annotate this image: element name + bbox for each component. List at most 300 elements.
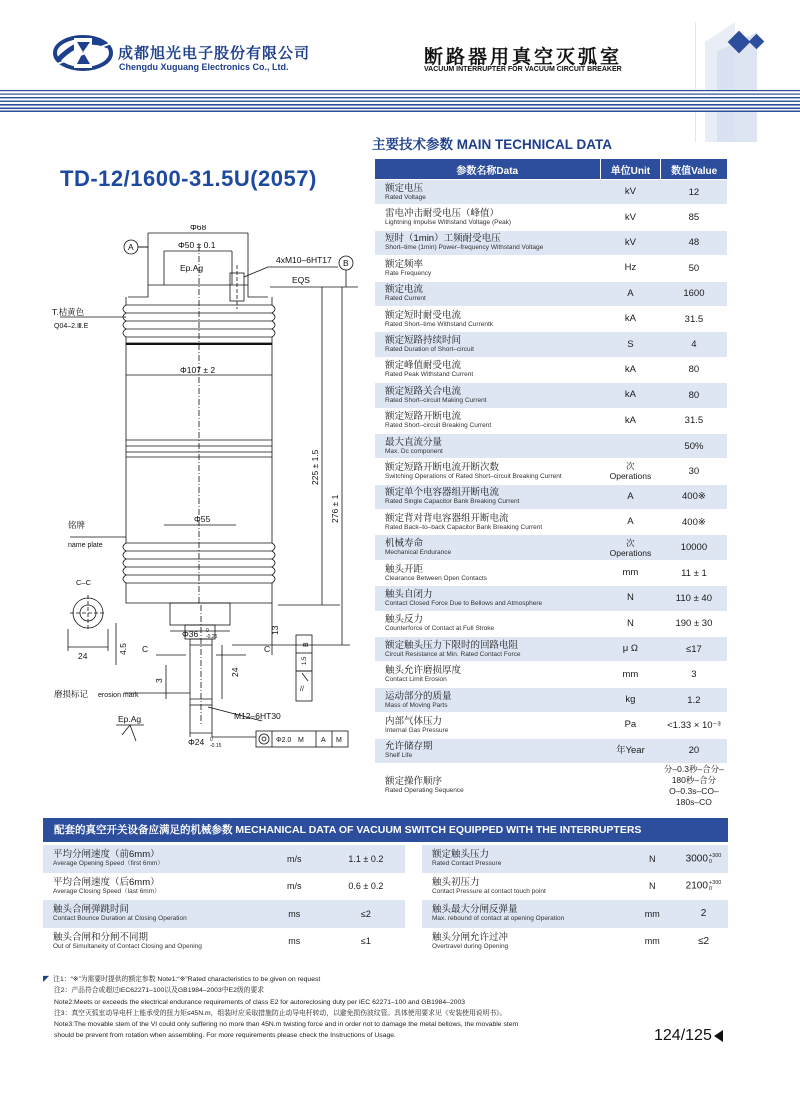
tech-unit-text: A [627,516,634,528]
tech-cell-unit [600,433,661,458]
tech-value-text: 48 [688,237,700,249]
tech-row [375,357,727,382]
mech-right-cn: 触头初压力 [431,876,480,888]
tech-name-en: Rated Short–time Withstand Currentk [385,320,494,328]
page-arrow-icon [714,1030,723,1042]
mech-left-name [43,928,261,956]
tech-cell-name [375,687,600,712]
tech-value-text: 31.5 [684,415,704,427]
mech-right-cn: 触头最大分闸反弹量 [431,904,518,916]
tech-row [375,230,727,255]
drawing-dim-d55: Φ55 [194,514,211,524]
tech-unit-text: Pa [624,719,637,731]
mech-left-value: 1.1 ± 0.2 [327,845,404,873]
tech-name-cn: 额定电流 [385,284,424,296]
tech-cell-value [661,484,727,509]
mech-right-name [422,845,626,873]
tech-cell-value [661,180,727,205]
mech-left-unit: ms [261,900,327,928]
tech-cell-value [661,687,727,712]
tech-cell-value [661,230,727,255]
tech-cell-name [375,408,600,433]
tech-unit-text: 次 [626,461,635,472]
tech-cell-value [661,256,727,281]
drawing-ep-ag-top: Ep.Ag [180,263,204,273]
tech-value-text: 50 [688,262,700,274]
tech-value-text: 4 [691,339,697,351]
tech-cell-name [375,484,600,509]
tech-row [375,281,727,306]
drawing-dim-3: 3 [154,678,164,683]
mech-right-en: Max. rebound of contact at opening Operation [431,915,565,923]
tech-unit-text: kV [624,186,636,198]
tech-name-en: Switching Operations of Rated Short–circuit Breaking Current [385,472,562,480]
tech-row [375,205,727,230]
tech-name-en: Rated Single Capacitor Bank Breaking Current [385,498,520,506]
tech-name-en: Rate Frequency [385,269,432,277]
tech-value-text: 分–0.3秒–合分–180秒–合分 [663,763,724,785]
tech-value-text: 80 [688,364,700,376]
company-name-en: Chengdu Xuguang Electronics Co., Ltd. [119,62,289,72]
tech-cell-name [375,637,600,662]
drawing-nameplate-en: name plate [68,542,103,549]
drawing-ref-a: A [128,242,134,252]
drawing-dim-13: 13 [270,625,280,635]
tech-cell-unit [600,535,661,560]
tech-row [375,586,727,611]
tech-name-cn: 额定触头压力下限时的回路电阻 [385,639,519,651]
tech-row [375,484,727,509]
tech-name-cn: 额定单个电容器组开断电流 [385,487,500,499]
note-text: Note3:The movable stem of the VI could only suffering no more than 45N.m twisting force and in order not to damage the metal bellows, the movable stem [54,1021,519,1029]
tech-value-text: 80 [688,389,700,401]
drawing-dim-h276: 276 ± 1 [330,494,340,523]
tech-unit-text: μ Ω [622,643,639,655]
tech-cell-value [661,408,727,433]
tech-unit-text: N [626,617,634,629]
tech-cell-name [375,611,600,636]
tech-name-cn: 机械寿命 [385,538,424,550]
tech-value-text: 1.2 [687,694,701,706]
mech-right-en: Contact Pressure at contact touch point [431,887,546,895]
tech-name-cn: 额定背对背电容器组开断电流 [385,512,509,524]
tech-value-text: 50% [684,440,704,452]
tech-value-text: 12 [688,186,700,198]
tech-row [375,713,727,738]
mech-right-value [679,900,728,928]
tech-cell-unit [600,484,661,509]
drawing-dim-d24-bottom: Φ24 [188,737,205,747]
tech-name-en: Internal Gas Pressure [385,726,449,734]
tech-cell-unit [600,763,661,808]
tech-value-text: 30 [688,465,700,477]
tech-name-en: Contact Limit Erosion [385,676,447,684]
tech-row [375,256,727,281]
note-marker-icon: ◤ [43,974,50,983]
tech-row [375,332,727,357]
tech-unit-text: N [626,592,634,604]
tech-value-text: 400※ [682,491,706,503]
mech-left-en: Average Closing Speed（last 6mm） [53,887,161,895]
document-title-en: VACUUM INTERRUPTER FOR VACUUM CIRCUIT BREAKER [424,66,622,73]
tech-name-cn: 内部气体压力 [385,715,443,727]
mech-right-value-text: 2 [700,908,707,920]
tech-name-cn: 额定短时耐受电流 [385,309,462,321]
mech-row [43,845,728,873]
tech-name-en: Mechanical Endurance [385,549,452,557]
drawing-dim-4-5: 4.5 [118,643,128,655]
tech-name-en: Short–time (1min) Power–frequency Withstand Voltage [385,244,544,252]
tech-unit-text: kV [624,236,636,248]
mech-left-name [43,845,261,873]
tech-name-cn: 额定电压 [385,182,424,194]
tech-cell-value [661,662,727,687]
document-title-cn: 断路器用真空灭弧室 [424,47,623,68]
tech-value-text: ≤17 [686,643,702,655]
mech-left-cn: 平均分闸速度（前6mm） [53,849,160,861]
tech-cell-value [661,586,727,611]
page-number-text: 124/125 [654,1027,712,1044]
note-text: should be prevent from rotation when assembling. For more requirements please check the Instructions of Usage. [54,1032,396,1040]
drawing-c-left: C [142,644,149,654]
tech-row [375,180,727,205]
tech-name-en: Rated Short–circuit Breaking Current [385,422,492,430]
tech-cell-name [375,433,600,458]
tech-cell-unit [600,306,661,331]
tech-cell-value [661,611,727,636]
tech-name-cn: 额定峰值耐受电流 [385,360,462,372]
tech-cell-name [375,535,600,560]
tech-value-text: 11 ± 1 [681,567,707,579]
drawing-b-box: B [303,642,310,647]
tech-cell-value [661,332,727,357]
tech-row [375,306,727,331]
tech-name-en: Rated Short–circuit Making Current [385,396,487,404]
drawing-coax-a: A [321,737,326,744]
tech-value-text: 10000 [680,542,708,554]
tech-row [375,763,727,808]
mech-left-value: ≤1 [327,928,404,956]
drawing-thread-top: 4xM10–6HT17 [276,255,332,265]
note-text: 注2：产品符合或超过IEC62271–100以及GB1984–2003中E2级的要求 [54,987,265,995]
tech-name-en: Rated Operating Sequence [385,787,464,795]
tech-row [375,611,727,636]
tech-name-en: Rated Back–to–back Capacitor Bank Breaking Current [385,523,543,531]
drawing-section-cc: C–C [76,578,92,587]
mech-row [43,900,728,928]
tech-cell-unit [600,281,661,306]
mech-row [43,873,728,901]
drawing-dim-h225: 225 ± 1.5 [310,449,320,485]
tech-unit-text: 次 [626,537,635,548]
tech-header-data: 参数名称Data [375,159,600,180]
mech-gap [405,873,422,901]
tech-unit-text: kA [624,414,636,426]
tech-header-unit: 单位Unit [600,159,661,180]
tech-cell-value [661,763,727,808]
tech-row [375,459,727,484]
mech-gap [405,928,422,956]
tech-cell-unit [600,637,661,662]
tech-value-text: 85 [688,212,700,224]
notes [43,973,643,1042]
tech-cell-value [661,281,727,306]
drawing-coax-m2: M [336,737,342,744]
header-stripe [0,90,800,112]
tech-value-text: 1600 [683,288,705,300]
xuguang-logo-icon [50,30,116,76]
tech-cell-unit [600,560,661,585]
tech-row [375,408,727,433]
mech-left-cn: 平均合闸速度（后6mm） [53,876,160,888]
tech-row [375,662,727,687]
mech-right-unit: mm [626,900,679,928]
note-text: Note2:Meets or exceeds the electrical endurance requirements of class E2 for autoreclosing duty per IEC 62271–100 and GB1984–2003 [54,998,466,1006]
technical-data-table [375,159,727,808]
drawing-dim-d107: Φ107 ± 2 [180,365,216,375]
mech-tolerance-line: 0 [708,886,712,893]
tech-cell-unit [600,230,661,255]
note-line [43,985,643,996]
tech-cell-value [661,713,727,738]
tech-cell-unit [600,332,661,357]
tech-name-en: Max. Dc component [385,447,443,455]
mech-tolerance-line: +300 [708,852,722,859]
tech-unit-text: kg [625,694,636,705]
tech-cell-value [661,306,727,331]
tech-cell-name [375,662,600,687]
tech-cell-name [375,763,600,808]
tech-row [375,637,727,662]
drawing-t-color-cn: T.桔黄色 [52,307,85,317]
tech-row [375,738,727,763]
tech-unit-text: kV [624,211,636,223]
tech-unit-text: Operations [609,547,652,558]
mechanical-data-table [43,845,728,955]
tech-unit-text: A [627,490,634,502]
note-text: 注1：“※”为需要时提供的额定参数 Note1:“※”Rated characteristics to be given on request [53,976,321,983]
drawing-ep-ag-bottom: Ep.Ag [118,714,142,724]
tech-name-en: Rated Duration of Short–circuit [385,346,474,354]
tech-name-cn: 短时（1min）工频耐受电压 [385,233,501,245]
tech-row [375,383,727,408]
tech-cell-name [375,306,600,331]
page-number [654,1027,723,1045]
mech-right-tolerance [709,880,721,892]
drawing-coax-phi: Φ2.0 [276,737,292,744]
drawing-erosion-en: erosion mark [98,692,139,699]
drawing-erosion-cn: 磨损标记 [54,689,89,699]
tech-name-en: Circuit Resistance at Min. Rated Contact Force [385,650,521,658]
drawing-c-right: C [264,644,271,654]
mech-tolerance-line: 0 [708,858,712,865]
mech-left-name [43,873,261,901]
drawing-m12: M12–6HT30 [234,711,281,721]
tech-cell-unit [600,256,661,281]
tech-name-en: Rated Peak Withstand Current [385,371,474,379]
mech-left-cn: 触头合闸弹跳时间 [53,904,130,916]
tech-cell-name [375,205,600,230]
mech-right-unit: mm [626,928,679,956]
tech-unit-text: mm [622,668,639,680]
mech-right-name [422,873,626,901]
mech-right-en: Rated Contact Pressure [431,860,502,868]
mech-tolerance-line: +300 [708,880,722,887]
tech-cell-unit [600,383,661,408]
tech-value-text: 31.5 [684,313,704,325]
tech-name-cn: 最大直流分量 [385,436,443,448]
drawing-dim-d36-tol: 0 -0.25 [206,628,218,640]
tech-name-cn: 额定频率 [385,258,424,270]
mech-right-value-text: 2100 [685,880,708,892]
mech-left-unit: ms [261,928,327,956]
tech-name-cn: 触头反力 [385,614,424,626]
mech-right-value [679,873,728,901]
mech-gap [405,845,422,873]
mech-section-title: 配套的真空开关设备应满足的机械参数 MECHANICAL DATA OF VACUUM SWITCH EQUIPPED WITH THE INTERRUPTERS [43,818,728,842]
tech-cell-unit [600,611,661,636]
tech-cell-name [375,713,600,738]
drawing-dim-d24-bottom-tol: 0 -0.15 [210,737,222,749]
drawing-nameplate-cn: 铭牌 [68,520,86,530]
tech-value-text: 20 [688,745,700,757]
tech-name-cn: 运动部分的质量 [385,690,452,702]
tech-cell-name [375,510,600,535]
mech-right-value [679,845,728,873]
tech-cell-name [375,332,600,357]
tech-row [375,687,727,712]
mech-left-value: 0.6 ± 0.2 [327,873,404,901]
mech-right-unit: N [626,873,679,901]
tech-name-en: Counterforce of Contact at Full Stroke [385,625,495,633]
mech-gap [405,900,422,928]
tech-name-cn: 额定短路关合电流 [385,385,462,397]
note-line [43,1030,643,1041]
tech-cell-unit [600,459,661,484]
tech-name-en: Clearance Between Open Contacts [385,574,487,582]
drawing-parallel: // [300,686,304,693]
tech-row [375,535,727,560]
tech-cell-value [661,357,727,382]
tech-cell-name [375,383,600,408]
tech-name-en: Contact Closed Force Due to Bellows and Atmosphere [385,599,543,607]
mech-right-value [679,928,728,956]
tech-cell-unit [600,510,661,535]
drawing-t-code: Q04–2.Ⅲ.E [54,323,89,330]
mech-right-unit: N [626,845,679,873]
tech-value-text: <1.33 × 10⁻³ [667,719,721,731]
tech-cell-value [661,738,727,763]
technical-drawing [40,225,370,765]
tech-value-text: O–0.3s–CO–180s–CO [669,785,719,807]
note-line [43,1008,643,1019]
drawing-eqs: EQS [292,275,310,285]
mech-left-en: Average Opening Speed（first 6mm） [53,860,164,868]
tech-cell-value [661,205,727,230]
tech-unit-text: A [627,287,634,299]
mech-right-name [422,900,626,928]
tech-cell-name [375,281,600,306]
tech-cell-unit [600,713,661,738]
tech-row [375,560,727,585]
tech-cell-unit [600,662,661,687]
tech-cell-name [375,256,600,281]
tech-name-cn: 雷电冲击耐受电压（峰值） [385,208,500,220]
tech-cell-name [375,230,600,255]
tech-name-cn: 额定短路开断电流开断次数 [385,461,500,473]
tech-cell-name [375,180,600,205]
drawing-ref-b: B [343,258,349,268]
tech-section-title: 主要技术参数 MAIN TECHNICAL DATA [372,137,612,152]
tech-cell-value [661,510,727,535]
mech-left-cn: 触头合闸和分闸不同期 [53,931,149,943]
tech-cell-unit [600,738,661,763]
tech-value-text: 110 ± 40 [675,592,713,604]
tech-name-cn: 触头自闭力 [385,588,433,600]
tech-name-en: Mass of Moving Parts [385,701,448,709]
mech-right-name [422,928,626,956]
tech-row [375,433,727,458]
drawing-dim-d68: Φ68 [190,225,207,232]
tech-name-cn: 额定操作顺序 [385,776,443,788]
mech-right-cn: 触头分闸允许过冲 [431,931,508,943]
tech-unit-text: Operations [609,471,652,482]
mech-left-en: Out of Simultaneity of Contact Closing and Opening [53,942,202,950]
tech-cell-name [375,459,600,484]
mech-right-value-text: ≤2 [697,935,710,947]
mech-left-unit: m/s [261,873,327,901]
drawing-dim-24-left: 24 [78,651,88,661]
tech-unit-text: kA [624,313,636,325]
tech-cell-unit [600,408,661,433]
tech-cell-unit [600,586,661,611]
drawing-dim-24-stem: 24 [230,667,240,677]
tech-cell-unit [600,687,661,712]
tech-name-cn: 额定短路开断电流 [385,411,462,423]
mech-right-tolerance [709,853,721,865]
tech-cell-name [375,560,600,585]
model-number: TD-12/1600-31.5U(2057) [60,166,317,191]
tech-header-value: 数值Value [661,159,727,180]
tech-value-text: 190 ± 30 [675,618,713,630]
tech-name-en: Rated Current [385,295,426,303]
tech-name-cn: 额定短路持续时间 [385,335,462,347]
tech-cell-unit [600,357,661,382]
tech-row [375,510,727,535]
tech-cell-name [375,738,600,763]
corner-decoration [695,22,775,142]
drawing-dim-1-5: 1.5 [302,656,308,665]
tech-unit-text: mm [622,567,639,579]
mech-left-value: ≤2 [327,900,404,928]
tech-name-en: Shelf Life [385,752,413,760]
tech-unit-text: 年Year [616,744,645,756]
tech-name-cn: 允许储存期 [385,741,433,753]
tech-cell-value [661,560,727,585]
tech-value-text: 400※ [682,516,706,528]
note-line [43,973,643,985]
tech-name-cn: 触头开距 [385,563,424,575]
tech-name-cn: 触头允许磨损厚度 [385,665,462,677]
tech-cell-value [661,637,727,662]
note-line [43,997,643,1008]
mech-right-value-text: 3000 [685,853,708,865]
tech-cell-unit [600,205,661,230]
tech-cell-value [661,459,727,484]
tech-unit-text: kA [624,389,636,401]
mech-left-en: Contact Bounce Duration at Closing Operation [53,915,187,923]
drawing-coax-m: M [298,737,304,744]
